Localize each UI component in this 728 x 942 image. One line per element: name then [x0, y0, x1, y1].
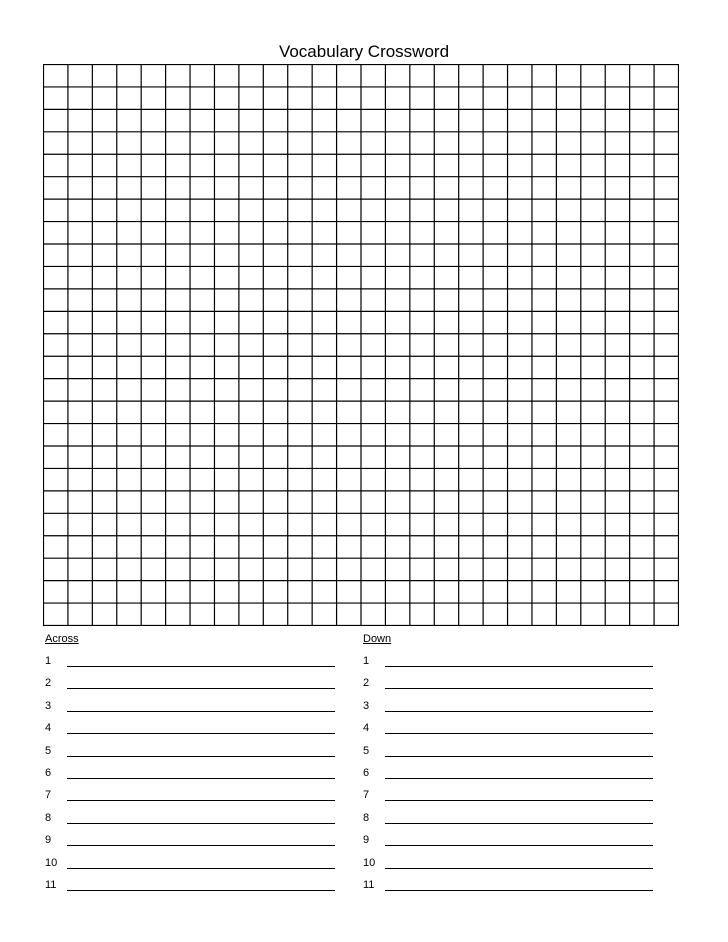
across-clue-row	[45, 654, 345, 676]
down-clue-row	[363, 833, 663, 855]
across-clue-row	[45, 788, 345, 810]
page-title: Vocabulary Crossword	[278, 42, 450, 61]
across-clues	[45, 632, 345, 900]
down-clue-row	[363, 654, 663, 676]
clue-number: 3	[363, 699, 370, 712]
clue-number: 5	[45, 744, 52, 757]
across-clue-row	[45, 744, 345, 766]
answer-line[interactable]	[67, 778, 335, 779]
answer-line[interactable]	[67, 868, 335, 869]
clue-number: 4	[363, 722, 370, 735]
answer-line[interactable]	[385, 778, 653, 779]
across-clue-row	[45, 878, 345, 900]
answer-line[interactable]	[385, 666, 653, 667]
down-clues	[363, 632, 663, 900]
down-clue-list	[363, 654, 663, 900]
answer-line[interactable]	[385, 823, 653, 824]
answer-line[interactable]	[67, 823, 335, 824]
clue-number: 3	[45, 699, 52, 712]
across-heading: Across	[45, 633, 79, 645]
clue-number: 1	[363, 655, 370, 667]
answer-line[interactable]	[67, 800, 335, 801]
clue-number: 7	[363, 789, 370, 802]
clue-number: 7	[45, 789, 52, 802]
answer-line[interactable]	[67, 845, 335, 846]
clue-number: 8	[45, 811, 52, 824]
answer-line[interactable]	[385, 756, 653, 757]
answer-line[interactable]	[385, 845, 653, 846]
down-heading: Down	[363, 633, 392, 645]
clue-number: 9	[363, 834, 370, 847]
crossword-grid-lines	[43, 64, 679, 626]
down-clue-row	[363, 676, 663, 698]
across-clue-row	[45, 856, 345, 878]
answer-line[interactable]	[67, 688, 335, 689]
answer-line[interactable]	[67, 756, 335, 757]
answer-line[interactable]	[385, 688, 653, 689]
across-clue-row	[45, 721, 345, 743]
clue-number: 6	[363, 766, 370, 779]
down-clue-row	[363, 878, 663, 900]
across-clue-row	[45, 676, 345, 698]
clue-number: 4	[45, 722, 52, 735]
clue-number: 11	[45, 878, 57, 891]
down-clue-row	[363, 856, 663, 878]
down-clue-row	[363, 811, 663, 833]
answer-line[interactable]	[67, 666, 335, 667]
down-clue-row	[363, 721, 663, 743]
clue-number: 2	[363, 677, 370, 690]
across-clue-row	[45, 811, 345, 833]
answer-line[interactable]	[67, 733, 335, 734]
clue-number: 5	[363, 744, 370, 757]
clue-number: 2	[45, 677, 52, 690]
clue-number: 11	[363, 878, 375, 891]
down-clue-row	[363, 744, 663, 766]
clue-number: 10	[45, 856, 58, 869]
clue-number: 10	[363, 856, 376, 869]
down-clue-row	[363, 788, 663, 810]
answer-line[interactable]	[67, 711, 335, 712]
across-clue-row	[45, 766, 345, 788]
down-clue-row	[363, 699, 663, 721]
clue-number: 9	[45, 834, 52, 847]
answer-line[interactable]	[385, 800, 653, 801]
answer-line[interactable]	[385, 890, 653, 891]
clue-number: 1	[45, 655, 52, 667]
down-clue-row	[363, 766, 663, 788]
clue-number: 6	[45, 766, 52, 779]
answer-line[interactable]	[385, 868, 653, 869]
crossword-grid[interactable]	[43, 64, 679, 626]
answer-line[interactable]	[385, 733, 653, 734]
clue-number: 8	[363, 811, 370, 824]
across-clue-list	[45, 654, 345, 900]
answer-line[interactable]	[67, 890, 335, 891]
across-clue-row	[45, 699, 345, 721]
across-clue-row	[45, 833, 345, 855]
answer-line[interactable]	[385, 711, 653, 712]
